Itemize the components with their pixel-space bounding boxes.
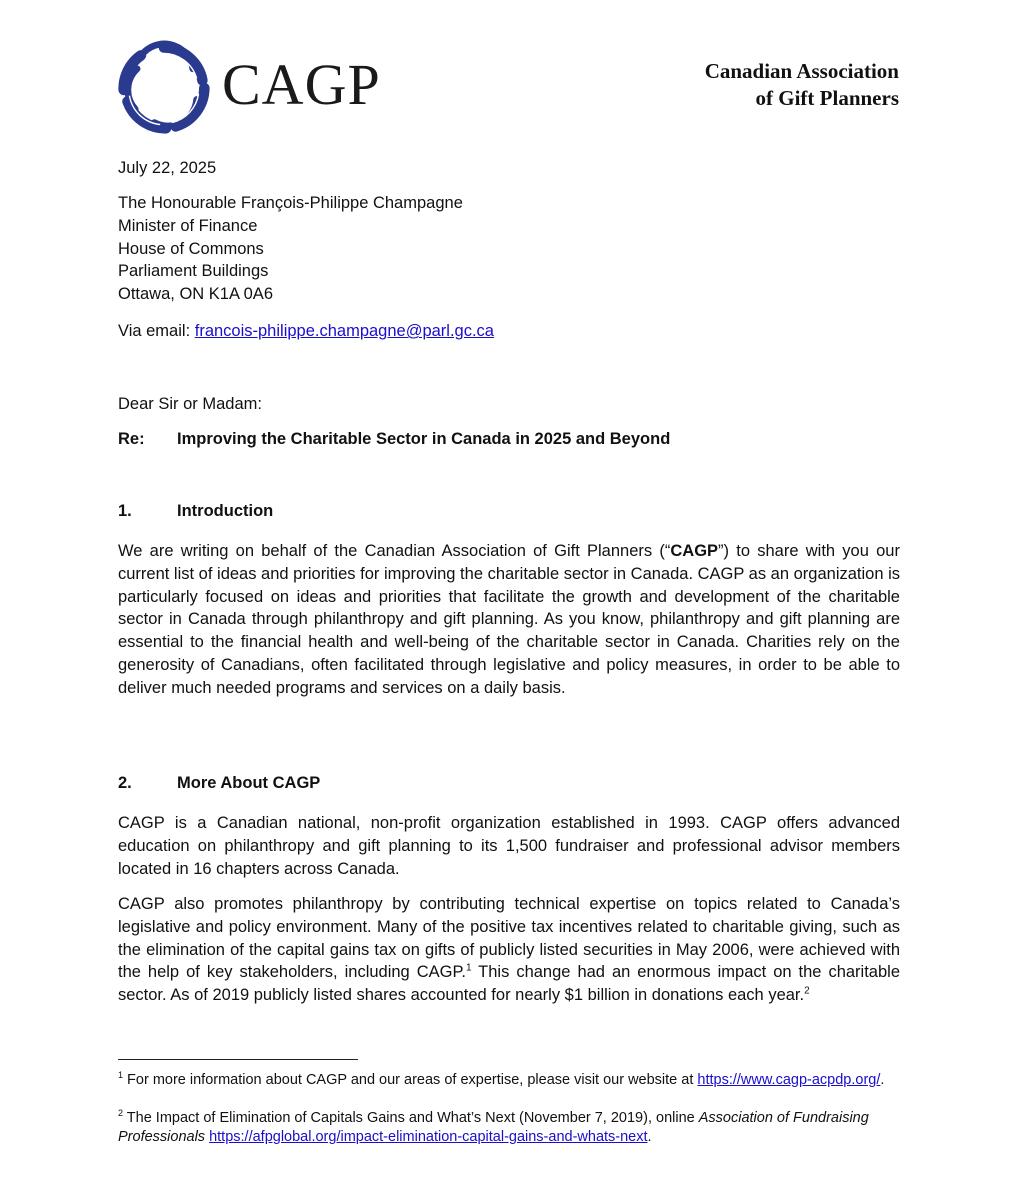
- recipient-email-link[interactable]: francois-philippe.champagne@parl.gc.ca: [194, 322, 494, 340]
- paragraph-text: We are writing on behalf of the Canadian Association of Gift Planners (“: [118, 542, 671, 560]
- subject-line: [118, 428, 670, 451]
- org-name-line-1: Canadian Association: [704, 59, 899, 83]
- recipient-city: Ottawa, ON K1A 0A6: [118, 285, 273, 304]
- footnote-1: [118, 1071, 908, 1090]
- subject-label: Re:: [118, 430, 145, 448]
- footnote-marker: 1: [118, 1070, 124, 1081]
- letter-date: July 22, 2025: [118, 159, 217, 177]
- paragraph-text: ”) to share with you our current list of ideas and priorities for improving the charitable sector in Canada. CAGP as an organization is particularly focused on ideas and priorities that facilitate the growth and development of the charitable sector in Canada through philanthropy and gift planning. As you know, philanthropy and gift planning are essential to the financial health and well-being of the charitable sector in Canada. Charities rely on the generosity of Canadians, often facilitated through legislative and policy measures, in order to be able to deliver much needed programs and services on a daily basis.: [118, 542, 901, 697]
- organization-name: [705, 58, 899, 112]
- footnote-ref-2[interactable]: 2: [804, 985, 810, 997]
- about-paragraph-2: [118, 893, 900, 1007]
- introduction-paragraph: [118, 540, 900, 700]
- cagp-website-link[interactable]: https://www.cagp-acpdp.org/: [697, 1072, 881, 1088]
- org-name-line-2: of Gift Planners: [755, 86, 899, 110]
- section-number: 1.: [118, 502, 132, 520]
- recipient-address: [118, 192, 463, 306]
- cagp-logo: [116, 40, 381, 150]
- section-number: 2.: [118, 774, 132, 792]
- recipient-name: The Honourable François-Philippe Champagne: [118, 194, 463, 212]
- salutation: Dear Sir or Madam:: [118, 395, 262, 413]
- footnote-divider: [118, 1059, 358, 1060]
- subject-text: Improving the Charitable Sector in Canada in 2025 and Beyond: [177, 430, 671, 448]
- recipient-address-line: House of Commons: [118, 239, 264, 258]
- via-email-label: Via email:: [118, 322, 195, 340]
- logo-wordmark: CAGP: [222, 52, 381, 117]
- section-title: More About CAGP: [177, 774, 321, 792]
- via-email-line: [118, 320, 494, 343]
- recipient-title: Minister of Finance: [118, 216, 258, 235]
- section-heading-more-about: [118, 772, 320, 795]
- cagp-swirl-icon: [116, 40, 212, 136]
- section-heading-introduction: [118, 500, 273, 523]
- about-paragraph-1: CAGP is a Canadian national, non-profit organization established in 1993. CAGP offers advanced education on philanthropy and gift planning to its 1,500 fundraiser and professional advisor members located in 16 chapters across Canada.: [118, 814, 900, 878]
- footnote-ref-1[interactable]: 1: [465, 962, 472, 974]
- footnote-2: [118, 1109, 908, 1147]
- footnote-marker: 2: [118, 1108, 124, 1119]
- paragraph-text: CAGP also promotes philanthropy by contributing technical expertise on topics related to Canada’s legislative and policy environment. Many of the positive tax incentives related to charitable giving, such as the elimination of the capital gains tax on gifts of publicly listed securities in May 2006, were achieved with the help of key stakeholders, including CAGP.: [118, 895, 900, 982]
- paragraph-text: This change had an enormous impact on the charitable sector. As of 2019 publicly listed shares accounted for nearly $1 billion in donations each year.: [118, 963, 901, 1005]
- afp-article-link[interactable]: https://afpglobal.org/impact-elimination-capital-gains-and-whats-next: [209, 1129, 648, 1145]
- footnote-text: For more information about CAGP and our areas of expertise, please visit our website at: [123, 1072, 698, 1088]
- footnote-punctuation: .: [880, 1072, 885, 1088]
- footnote-text: The Impact of Elimination of Capitals Gains and What’s Next (November 7, 2019), online: [123, 1110, 699, 1126]
- footnote-source: Association of Fundraising Professionals: [118, 1110, 869, 1145]
- recipient-address-line: Parliament Buildings: [118, 262, 269, 281]
- section-title: Introduction: [177, 502, 274, 520]
- footnote-punctuation: .: [647, 1129, 652, 1145]
- defined-term: CAGP: [670, 542, 719, 560]
